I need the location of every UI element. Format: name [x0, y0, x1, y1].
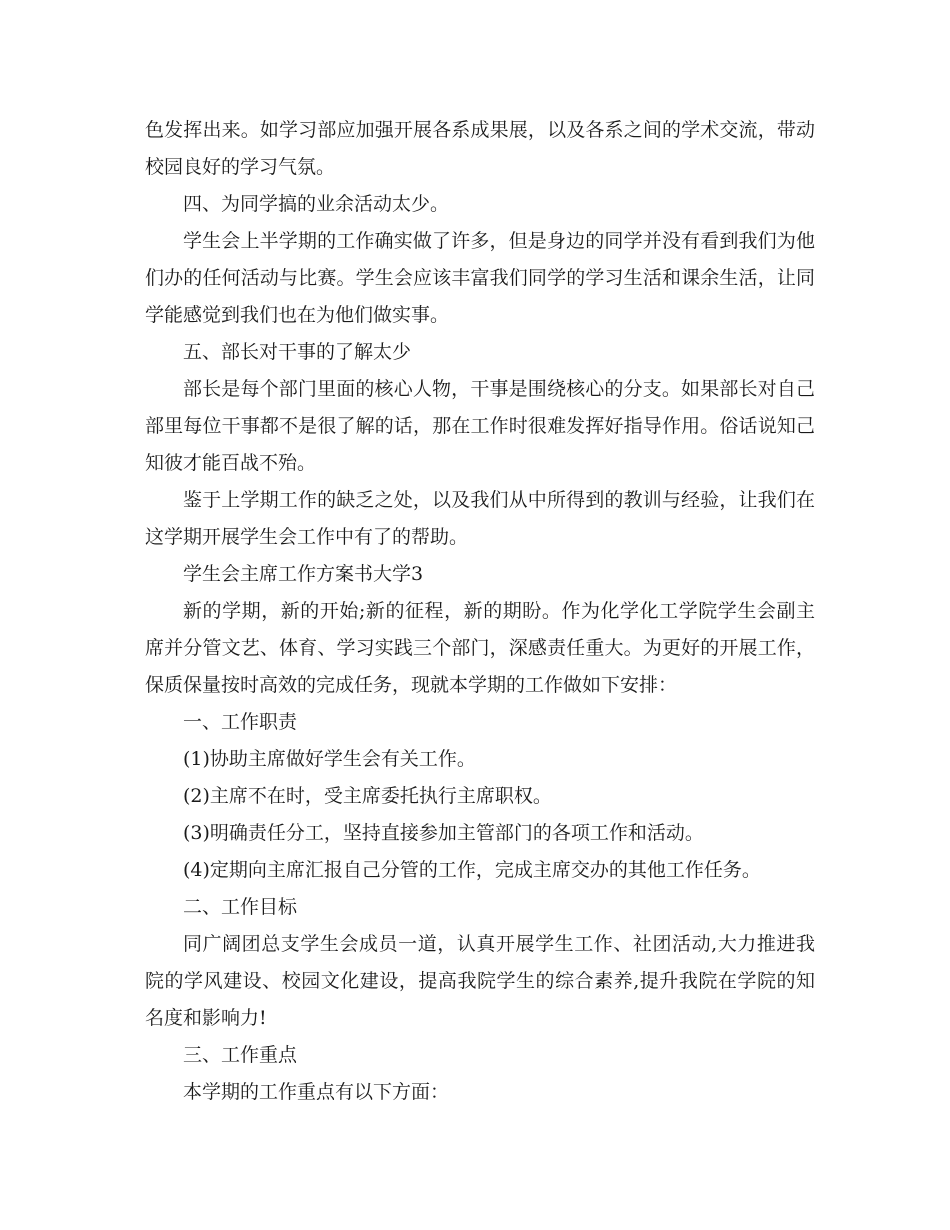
section-heading: 三、工作重点 [183, 1044, 298, 1066]
list-item: (1)协助主席做好学生会有关工作。 [183, 748, 476, 770]
section-heading: 一、工作职责 [183, 711, 298, 733]
section-heading: 四、为同学搞的业余活动太少。 [183, 193, 450, 215]
paragraph: 部长是每个部门里面的核心人物，干事是围绕核心的分支。如果部长对自己部里每位干事都不是很了解的话，那在工作时很难发挥好指导作用。俗话说知己知彼才能百战不殆。 [145, 378, 815, 474]
section-heading: 五、部长对干事的了解太少 [183, 341, 412, 363]
paragraph: 同广阔团总支学生会成员一道，认真开展学生工作、社团活动,大力推进我院的学风建设、校园文化建设，提高我院学生的综合素养,提升我院在学院的知名度和影响力! [145, 933, 815, 1029]
list-item: (2)主席不在时，受主席委托执行主席职权。 [183, 785, 552, 807]
section-heading: 二、工作目标 [183, 896, 298, 918]
list-item: (4)定期向主席汇报自己分管的工作，完成主席交办的其他工作任务。 [183, 859, 761, 881]
paragraph: 学生会上半学期的工作确实做了许多，但是身边的同学并没有看到我们为他们办的任何活动与比赛。学生会应该丰富我们同学的学习生活和课余生活，让同学能感觉到我们也在为他们做实事。 [145, 230, 815, 326]
paragraph: 色发挥出来。如学习部应加强开展各系成果展，以及各系之间的学术交流，带动校园良好的学习气氛。 [145, 119, 815, 178]
paragraph: 新的学期，新的开始;新的征程，新的期盼。作为化学化工学院学生会副主席并分管文艺、体育、学习实践三个部门，深感责任重大。为更好的开展工作，保质保量按时高效的完成任务，现就本学期的工作做如下安排： [145, 600, 815, 696]
paragraph: 鉴于上学期工作的缺乏之处，以及我们从中所得到的教训与经验，让我们在这学期开展学生会工作中有了的帮助。 [145, 489, 815, 548]
paragraph: 本学期的工作重点有以下方面： [183, 1081, 450, 1103]
list-item: (3)明确责任分工，坚持直接参加主管部门的各项工作和活动。 [183, 822, 704, 844]
document-body [145, 112, 815, 1111]
document-title: 学生会主席工作方案书大学3 [183, 563, 424, 585]
